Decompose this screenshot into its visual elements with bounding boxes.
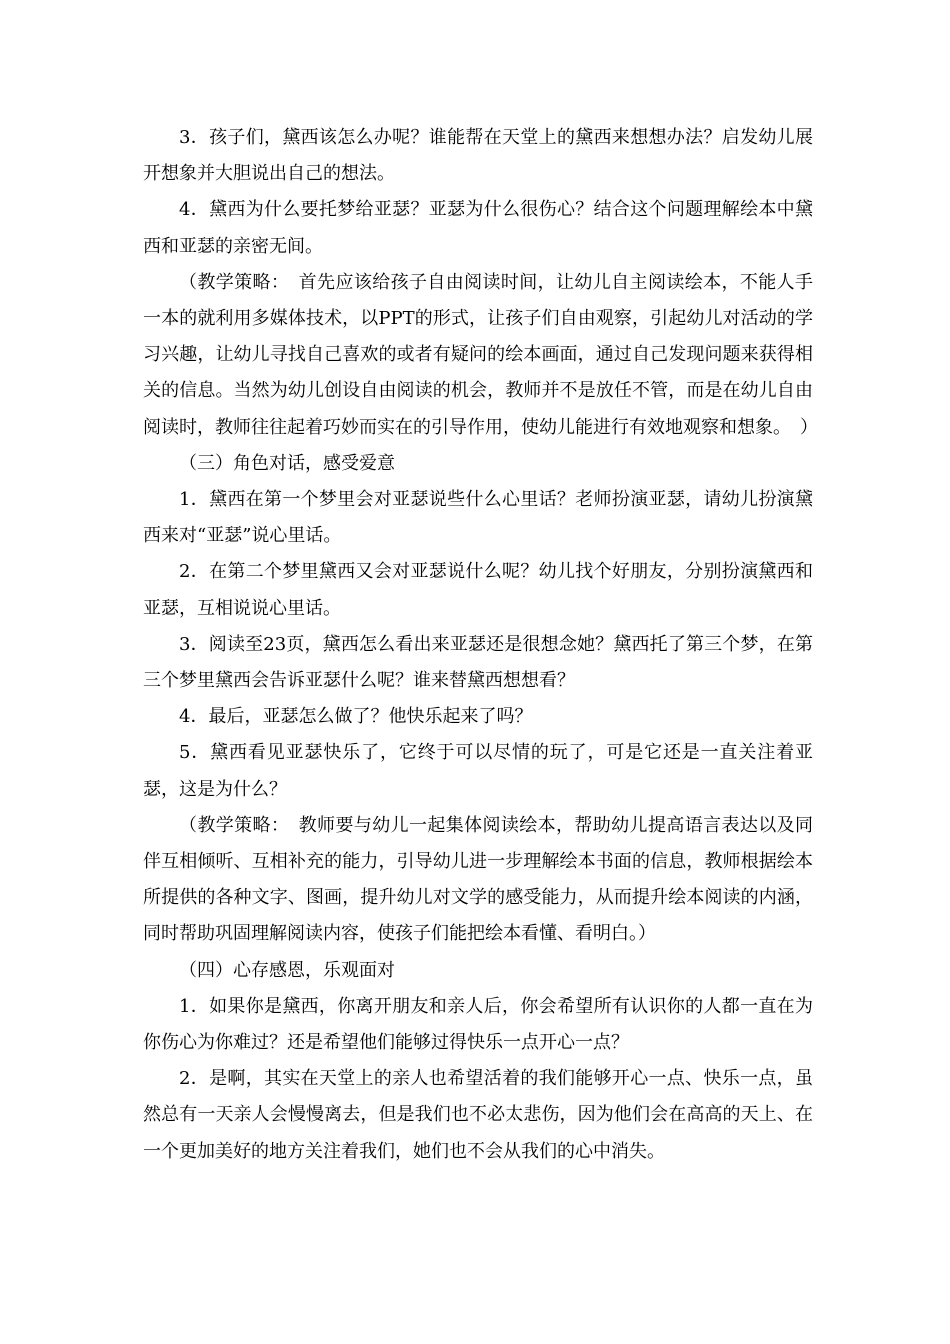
paragraph-dialogue-2: 2．在第二个梦里黛西又会对亚瑟说什么呢？幼儿找个好朋友，分别扮演黛西和亚瑟，互相说说心里话。 bbox=[143, 561, 813, 619]
paragraph-gratitude-2: 2．是啊，其实在天堂上的亲人也希望活着的我们能够开心一点、快乐一点，虽然总有一天亲人会慢慢离去，但是我们也不必太悲伤，因为他们会在高高的天上、在一个更加美好的地方关注着我们，她们也不会从我们的心中消失。 bbox=[143, 1068, 813, 1162]
paragraph-dialogue-1: 1．黛西在第一个梦里会对亚瑟说些什么心里话？老师扮演亚瑟，请幼儿扮演黛西来对“亚瑟”说心里话。 bbox=[143, 489, 813, 547]
paragraph-step-4-dream: 4．黛西为什么要托梦给亚瑟？亚瑟为什么很伤心？结合这个问题理解绘本中黛西和亚瑟的亲密无间。 bbox=[143, 199, 813, 257]
paragraph-teaching-strategy-1: （教学策略： 首先应该给孩子自由阅读时间，让幼儿自主阅读绘本，不能人手一本的就利用多媒体技术，以PPT的形式，让孩子们自由观察，引起幼儿对活动的学习兴趣，让幼儿寻找自己喜欢的或者有疑问的绘本画面，通过自己发现问题来获得相关的信息。当然为幼儿创设自由阅读的机会，教师并不是放任不管，而是在幼儿自由阅读时，教师往往起着巧妙而实在的引导作用，使幼儿能进行有效地观察和想象。 ） bbox=[143, 271, 818, 438]
paragraph-gratitude-1: 1．如果你是黛西，你离开朋友和亲人后，你会希望所有认识你的人都一直在为你伤心为你难过？还是希望他们能够过得快乐一点开心一点？ bbox=[143, 995, 813, 1054]
section-heading-4: （四）心存感恩，乐观面对 bbox=[179, 959, 395, 981]
paragraph-dialogue-5: 5．黛西看见亚瑟快乐了，它终于可以尽情的玩了，可是它还是一直关注着亚瑟，这是为什么？ bbox=[143, 742, 813, 800]
paragraph-teaching-strategy-2: （教学策略： 教师要与幼儿一起集体阅读绘本，帮助幼儿提高语言表达以及同伴互相倾听、互相补充的能力，引导幼儿进一步理解绘本书面的信息，教师根据绘本所提供的各种文字、图画，提升幼儿对文学的感受能力，从而提升绘本阅读的内涵，同时帮助巩固理解阅读内容，使孩子们能把绘本看懂、看明白。） bbox=[143, 814, 813, 945]
paragraph-dialogue-4: 4．最后，亚瑟怎么做了？他快乐起来了吗？ bbox=[179, 706, 533, 728]
document-body bbox=[143, 120, 818, 1170]
section-heading-3: （三）角色对话，感受爱意 bbox=[179, 452, 395, 474]
paragraph-dialogue-3: 3．阅读至23页，黛西怎么看出来亚瑟还是很想念她？黛西托了第三个梦，在第三个梦里黛西会告诉亚瑟什么呢？谁来替黛西想想看？ bbox=[143, 633, 813, 692]
paragraph-step-3-help-daisy: 3．孩子们，黛西该怎么办呢？谁能帮在天堂上的黛西来想想办法？启发幼儿展开想象并大胆说出自己的想法。 bbox=[143, 127, 813, 185]
